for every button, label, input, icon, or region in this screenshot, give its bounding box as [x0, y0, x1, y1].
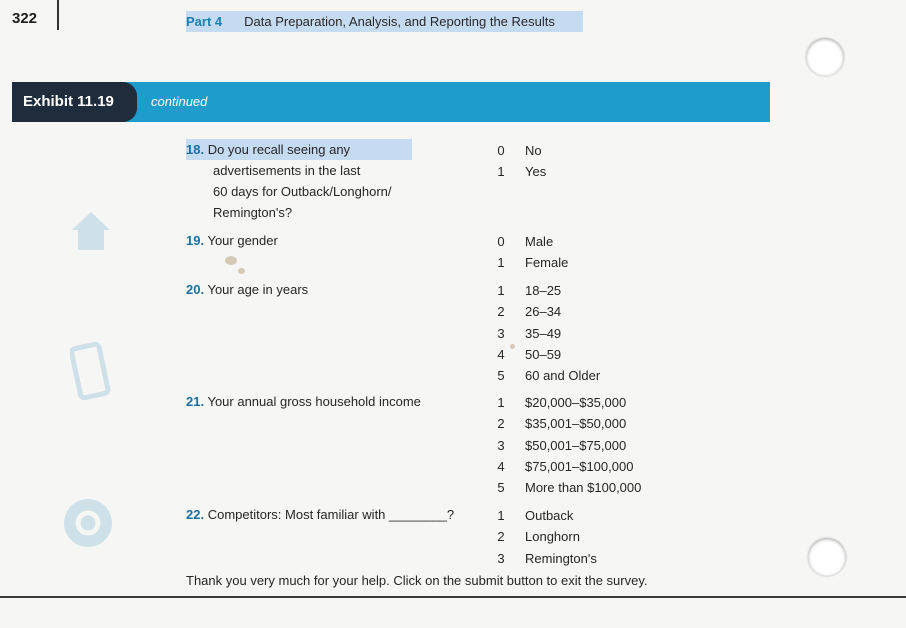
option-code: 5 [497, 368, 505, 384]
option [492, 301, 600, 322]
exhibit-banner [12, 82, 770, 122]
option-label: More than $100,000 [525, 480, 642, 496]
option-code: 0 [497, 234, 505, 249]
bleed-phone-icon [70, 342, 114, 404]
question-number: 20. [186, 282, 205, 297]
option-label: Longhorn [525, 529, 580, 545]
option [492, 392, 641, 413]
options-19 [492, 231, 568, 274]
option-code: 0 [497, 143, 505, 158]
option-label: Male [525, 234, 554, 249]
part-label: Part 4 [186, 14, 223, 29]
question-number: 21. [186, 394, 205, 409]
option [492, 323, 600, 344]
stain-mark [238, 268, 245, 274]
option [492, 365, 600, 386]
option [492, 435, 641, 456]
option-label: 35–49 [525, 325, 562, 341]
option-label: $75,001–$100,000 [525, 458, 634, 474]
bleed-house-icon [68, 208, 114, 252]
bleed-at-icon [60, 495, 116, 551]
option [492, 161, 546, 182]
option [492, 505, 597, 526]
option [492, 231, 568, 252]
part-title: Data Preparation, Analysis, and Reporting the Results [244, 14, 555, 29]
question-19 [186, 230, 278, 251]
stain-mark [225, 256, 237, 265]
option-code: 1 [497, 255, 505, 271]
punch-hole-top [806, 38, 844, 76]
option [492, 252, 568, 273]
option-label: 50–59 [525, 346, 562, 362]
option-code: 4 [497, 346, 505, 362]
option [492, 526, 597, 547]
option-code: 1 [497, 164, 505, 180]
option [492, 413, 641, 434]
option-code: 5 [497, 480, 505, 496]
option-code: 3 [497, 550, 505, 566]
option-label: $20,000–$35,000 [525, 395, 627, 410]
option-label: Outback [525, 508, 574, 523]
question-number: 19. [186, 233, 205, 248]
option [492, 477, 641, 498]
option [492, 344, 600, 365]
question-text-line: Do you recall seeing any [207, 142, 351, 157]
question-text-line: 60 days for Outback/Longhorn/ [213, 184, 392, 199]
question-text-line: Your gender [207, 233, 278, 248]
options-20 [492, 280, 600, 386]
option-label: Remington's [525, 550, 597, 566]
option-label: 18–25 [525, 283, 562, 298]
option [492, 548, 597, 569]
option [492, 456, 641, 477]
option-label: $50,001–$75,000 [525, 437, 627, 453]
option-code: 4 [497, 458, 505, 474]
question-18 [186, 139, 412, 223]
question-22 [186, 504, 454, 525]
question-text-line: Remington's? [213, 205, 293, 220]
question-20 [186, 279, 308, 300]
question-number: 22. [186, 507, 205, 522]
question-text-line: advertisements in the last [213, 163, 361, 178]
thank-you-note: Thank you very much for your help. Click on the submit button to exit the survey. [186, 573, 648, 588]
exhibit-label: Exhibit 11.19 [12, 82, 137, 122]
question-text-line: Competitors: Most familiar with ________? [207, 507, 455, 522]
option [492, 140, 546, 161]
exhibit-continued: continued [151, 94, 208, 109]
bottom-rule [0, 596, 906, 598]
question-text-line: Your age in years [207, 282, 309, 297]
option-code: 3 [497, 325, 505, 341]
question-21 [186, 391, 421, 412]
options-22 [492, 505, 597, 569]
page-number: 322 [12, 10, 38, 27]
option-code: 2 [497, 304, 505, 320]
option-code: 3 [497, 437, 505, 453]
running-head [186, 11, 583, 32]
option-label: No [525, 143, 542, 158]
options-18 [492, 140, 546, 183]
page-number-divider [57, 0, 59, 30]
option-code: 1 [497, 283, 505, 298]
option-label: 26–34 [525, 304, 562, 320]
options-21 [492, 392, 641, 498]
question-number: 18. [186, 142, 205, 157]
option-code: 1 [497, 508, 505, 523]
option-label: Female [525, 255, 569, 271]
option-code: 2 [497, 416, 505, 432]
punch-hole-bottom [808, 538, 846, 576]
option [492, 280, 600, 301]
option-label: Yes [525, 164, 547, 180]
option-code: 1 [497, 395, 505, 410]
option-code: 2 [497, 529, 505, 545]
question-text-line: Your annual gross household income [207, 394, 421, 409]
option-label: 60 and Older [525, 368, 601, 384]
option-label: $35,001–$50,000 [525, 416, 627, 432]
